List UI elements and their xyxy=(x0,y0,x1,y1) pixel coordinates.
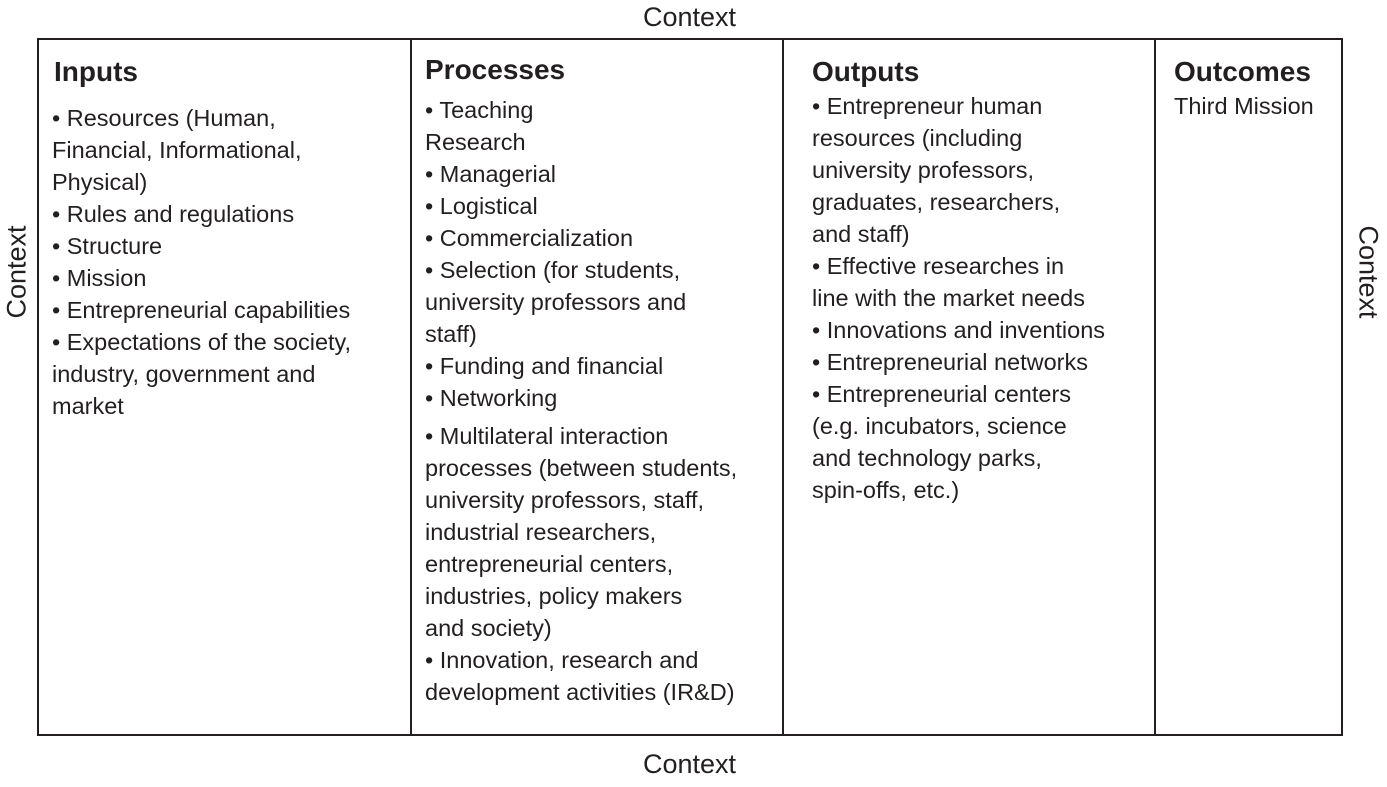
list-line: • Innovation, research and xyxy=(425,647,699,673)
list-line: • Entrepreneurial capabilities xyxy=(52,297,351,323)
list-line: industry, government and xyxy=(52,361,316,387)
list-line: • Managerial xyxy=(425,161,557,187)
inputs-title: Inputs xyxy=(54,56,138,87)
list-line: market xyxy=(52,393,124,419)
list-line: entrepreneurial centers, xyxy=(425,551,674,577)
list-line: • Logistical xyxy=(425,193,538,219)
list-line: industrial researchers, xyxy=(425,519,657,545)
list-line: • Networking xyxy=(425,385,558,411)
list-line: (e.g. incubators, science xyxy=(812,413,1067,439)
outputs-column xyxy=(782,40,1156,734)
list-line: • Entrepreneurial networks xyxy=(812,349,1088,375)
list-line: and society) xyxy=(425,615,552,641)
processes-list xyxy=(425,94,737,708)
processes-title: Processes xyxy=(425,54,566,85)
list-line: processes (between students, xyxy=(425,455,738,481)
outputs-title: Outputs xyxy=(812,56,920,87)
list-line: university professors, staff, xyxy=(425,487,705,513)
context-label-top: Context xyxy=(643,2,737,32)
list-line: and technology parks, xyxy=(812,445,1042,471)
list-line: Research xyxy=(425,129,526,155)
context-label-left: Context xyxy=(1,225,32,319)
list-line: • Entrepreneurial centers xyxy=(812,381,1072,407)
list-line: • Resources (Human, xyxy=(52,105,276,131)
list-line: • Entrepreneur human xyxy=(812,93,1043,119)
outputs-list xyxy=(812,90,1105,506)
context-label-bottom: Context xyxy=(643,749,737,779)
list-line: resources (including xyxy=(812,125,1023,151)
list-line: industries, policy makers xyxy=(425,583,683,609)
list-line: • Funding and financial xyxy=(425,353,664,379)
list-line: development activities (IR&D) xyxy=(425,679,735,705)
list-line: • Multilateral interaction xyxy=(425,423,669,449)
list-line: • Structure xyxy=(52,233,163,259)
list-line: • Commercialization xyxy=(425,225,634,251)
list-line: • Expectations of the society, xyxy=(52,329,352,355)
list-line: and staff) xyxy=(812,221,910,247)
list-line: staff) xyxy=(425,321,477,347)
processes-column xyxy=(410,40,784,734)
list-line: graduates, researchers, xyxy=(812,189,1061,215)
list-line: Financial, Informational, xyxy=(52,137,302,163)
list-line: university professors and xyxy=(425,289,687,315)
outcomes-list xyxy=(1174,90,1314,122)
outcomes-column xyxy=(1154,40,1340,734)
list-line: • Selection (for students, xyxy=(425,257,681,283)
diagram-frame xyxy=(37,38,1343,736)
list-line: line with the market needs xyxy=(812,285,1086,311)
list-line: spin-offs, etc.) xyxy=(812,477,960,503)
list-line: university professors, xyxy=(812,157,1035,183)
list-line: Third Mission xyxy=(1174,93,1314,119)
inputs-column xyxy=(39,40,412,734)
list-line: • Teaching xyxy=(425,97,534,123)
list-line: • Innovations and inventions xyxy=(812,317,1106,343)
list-line: • Rules and regulations xyxy=(52,201,295,227)
inputs-list xyxy=(52,102,351,422)
list-line: • Mission xyxy=(52,265,147,291)
list-line: Physical) xyxy=(52,169,148,195)
list-line: • Effective researches in xyxy=(812,253,1065,279)
outcomes-title: Outcomes xyxy=(1174,56,1311,87)
context-label-right: Context xyxy=(1353,225,1384,319)
